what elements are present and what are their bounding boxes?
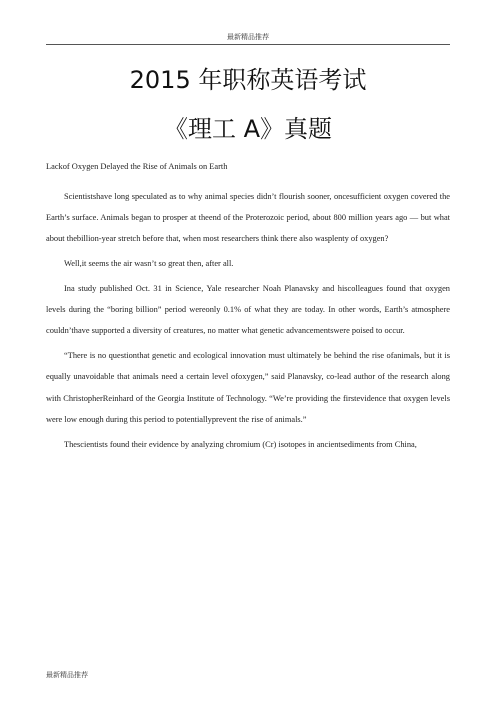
document-title-line-2: 《理工 A》真题 — [163, 115, 333, 143]
article-heading: Lackof Oxygen Delayed the Rise of Animals on Earth — [46, 162, 228, 171]
article-paragraph: Ina study published Oct. 31 in Science, Yale researcher Noah Planavsky and hiscolleagues found that oxygen levels during the “boring billion” period wereonly 0.1% of what they are today. In other words, Earth’s atmosphere couldn’thave supported a diversity of creatures, no matter what genetic advancementswere poised to occur. — [46, 284, 450, 336]
footer-text: 最新精品推荐 — [46, 671, 88, 679]
article-paragraph: Well,it seems the air wasn’t so great then, after all. — [64, 259, 234, 269]
article-paragraph: Thescientists found their evidence by analyzing chromium (Cr) isotopes in ancientsediments from China, — [64, 439, 417, 449]
document-title-line-1: 2015 年职称英语考试 — [129, 66, 367, 94]
article-paragraph: “There is no questionthat genetic and ecological innovation must ultimately be behind the rise ofanimals, but it is equally unavoidable that animals need a certain level ofoxygen,” said Planavsky, co-lead author of the research along with ChristopherReinhard of the Georgia Institute of Technology. “We’re providing the firstevidence that oxygen levels were low enough during this period to potentiallyprevent the rise of animals.” — [46, 351, 450, 424]
header-divider — [46, 44, 450, 45]
article-paragraph: Scientistshave long speculated as to why animal species didn’t flourish sooner, oncesufficient oxygen covered the Earth’s surface. Animals began to prosper at theend of the Proterozoic period, about 800 million years ago — but what about thebillion-year stretch before that, when most researchers think there also wasplenty of oxygen? — [46, 192, 450, 244]
article-body — [46, 186, 450, 458]
header-text: 最新精品推荐 — [227, 33, 269, 41]
